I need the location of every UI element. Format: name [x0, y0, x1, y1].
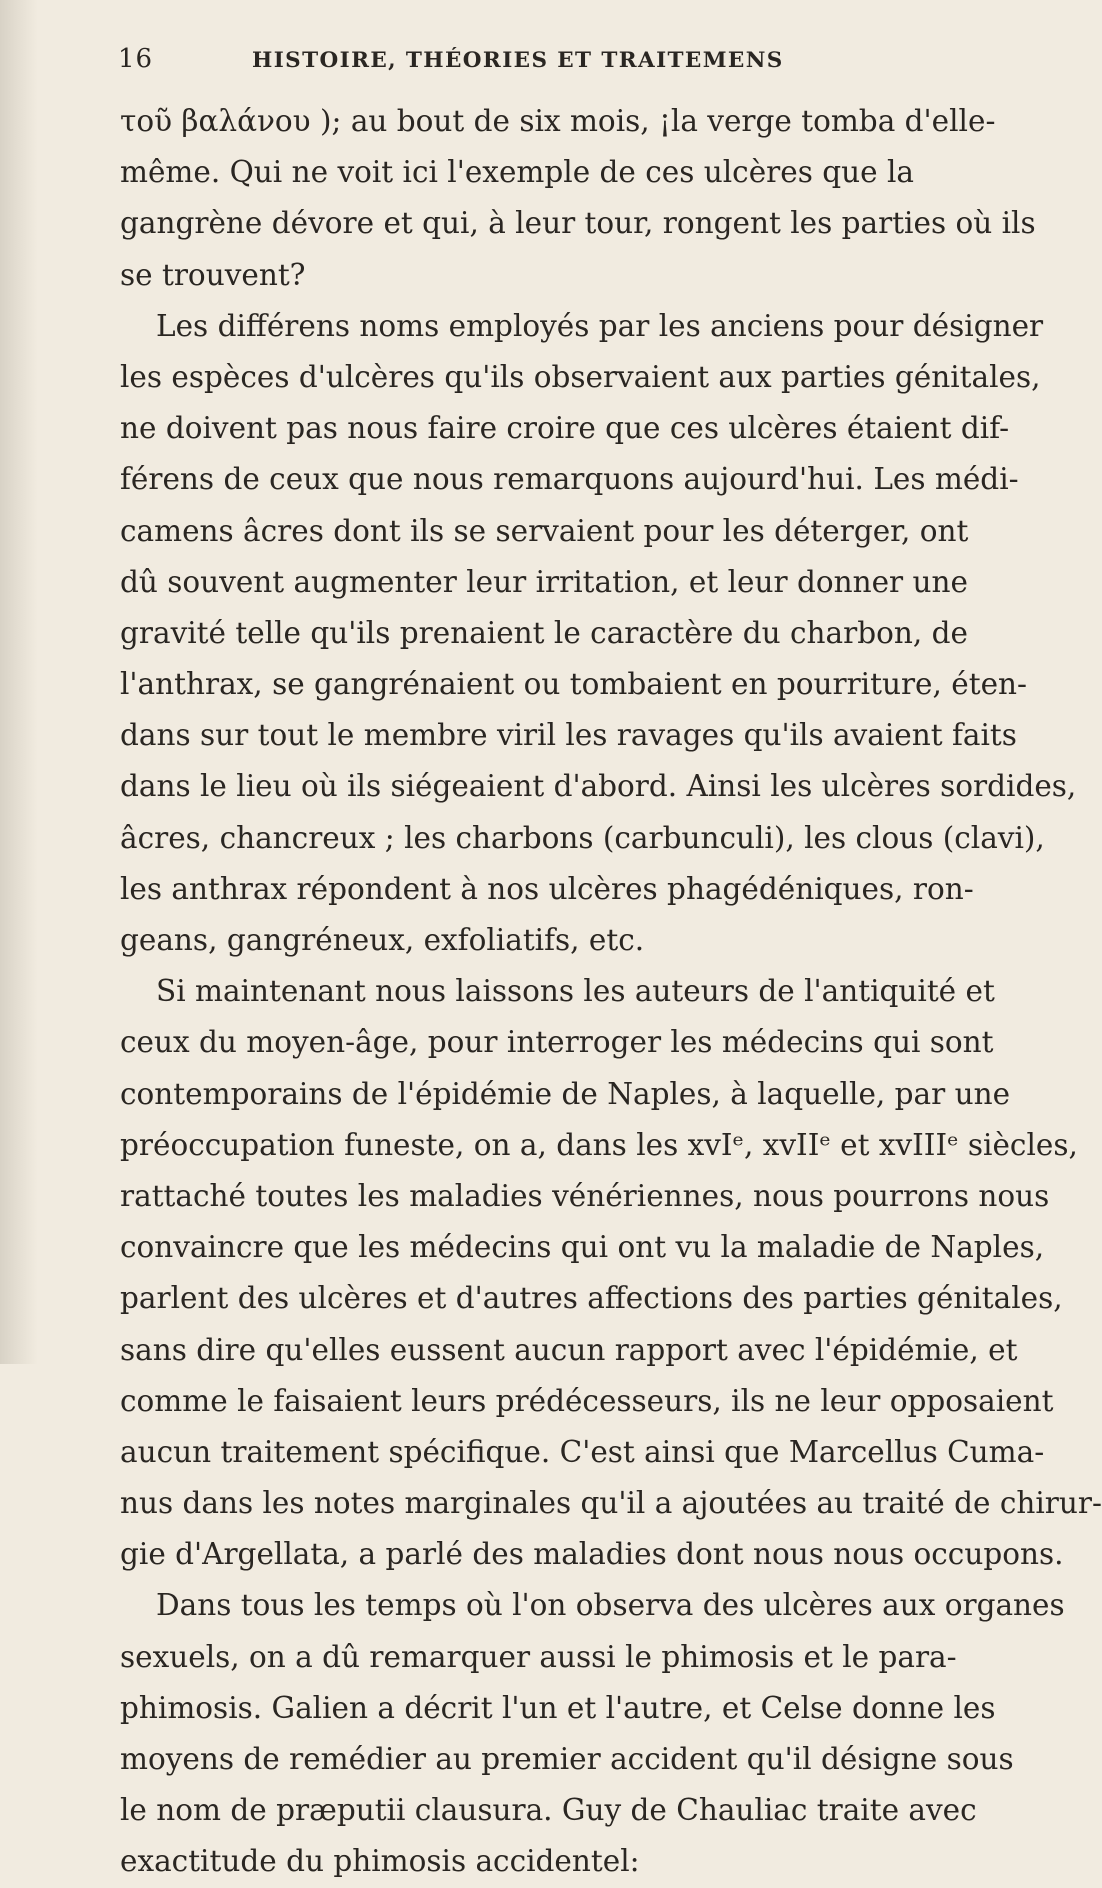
text-line: ne doivent pas nous faire croire que ces ulcères étaient dif-: [120, 411, 1010, 446]
text-line: rattaché toutes les maladies vénériennes, nous pourrons nous: [120, 1178, 1050, 1213]
text-line: âcres, chancreux ; les charbons (carbunculi), les clous (clavi),: [120, 820, 1045, 855]
text-line: convaincre que les médecins qui ont vu la maladie de Naples,: [120, 1230, 1045, 1265]
text-line: les espèces d'ulcères qu'ils observaient aux parties génitales,: [120, 359, 1041, 394]
text-line: même. Qui ne voit ici l'exemple de ces ulcères que la: [120, 155, 914, 190]
text-line: gangrène dévore et qui, à leur tour, rongent les parties où ils: [120, 206, 1036, 241]
text-line: geans, gangréneux, exfoliatifs, etc.: [120, 923, 645, 957]
text-line: ceux du moyen-âge, pour interroger les médecins qui sont: [120, 1025, 994, 1060]
text-line: dû souvent augmenter leur irritation, et leur donner une: [120, 564, 968, 599]
text-line: sans dire qu'elles eussent aucun rapport avec l'épidémie, et: [120, 1332, 1018, 1367]
text-line: le nom de præputii clausura. Guy de Chauliac traite avec: [120, 1793, 977, 1828]
text-line: exactitude du phimosis accidentel:: [120, 1844, 640, 1879]
page-number: 16: [118, 44, 154, 74]
text-line: se trouvent?: [120, 257, 306, 292]
text-line: dans sur tout le membre viril les ravages qu'ils avaient faits: [120, 718, 1017, 753]
text-line: les anthrax répondent à nos ulcères phagédéniques, ron-: [120, 871, 974, 906]
paragraph-start-line: Dans tous les temps où l'on observa des ulcères aux organes: [156, 1588, 1065, 1623]
body-text: [120, 96, 1102, 1888]
text-line: l'anthrax, se gangrénaient ou tombaient en pourriture, éten-: [120, 667, 1028, 702]
text-line: camens âcres dont ils se servaient pour les déterger, ont: [120, 513, 969, 548]
page-header: [0, 44, 800, 84]
paragraph-start-line: Si maintenant nous laissons les auteurs de l'antiquité et: [156, 974, 995, 1009]
text-line: sexuels, on a dû remarquer aussi le phimosis et le para-: [120, 1639, 957, 1674]
text-line: moyens de remédier au premier accident qu'il désigne sous: [120, 1742, 1014, 1776]
text-line: préoccupation funeste, on a, dans les xvIᵉ, xvIIᵉ et xvIIIᵉ siècles,: [120, 1127, 1078, 1162]
text-line: gie d'Argellata, a parlé des maladies dont nous nous occupons.: [120, 1537, 1064, 1572]
running-title: HISTOIRE, THÉORIES ET TRAITEMENS: [252, 48, 784, 73]
text-line: phimosis. Galien a décrit l'un et l'autre, et Celse donne les: [120, 1690, 996, 1725]
text-line: τοῦ βαλάνου ); au bout de six mois, ¡la verge tomba d'elle-: [120, 104, 996, 138]
text-line: aucun traitement spécifique. C'est ainsi que Marcellus Cuma-: [120, 1434, 1045, 1469]
text-line: dans le lieu où ils siégeaient d'abord. Ainsi les ulcères sordides,: [120, 769, 1077, 804]
text-line: comme le faisaient leurs prédécesseurs, ils ne leur opposaient: [120, 1383, 1054, 1418]
text-line: contemporains de l'épidémie de Naples, à laquelle, par une: [120, 1076, 1011, 1111]
text-line: parlent des ulcères et d'autres affections des parties génitales,: [120, 1281, 1063, 1316]
text-line: nus dans les notes marginales qu'il a ajoutées au traité de chirur-: [120, 1486, 1102, 1521]
text-line: gravité telle qu'ils prenaient le caractère du charbon, de: [120, 615, 968, 650]
page-binding-edge: [0, 0, 38, 1364]
text-line: férens de ceux que nous remarquons aujourd'hui. Les médi-: [120, 462, 1019, 497]
paragraph-start-line: Les différens noms employés par les anciens pour désigner: [156, 308, 1044, 343]
